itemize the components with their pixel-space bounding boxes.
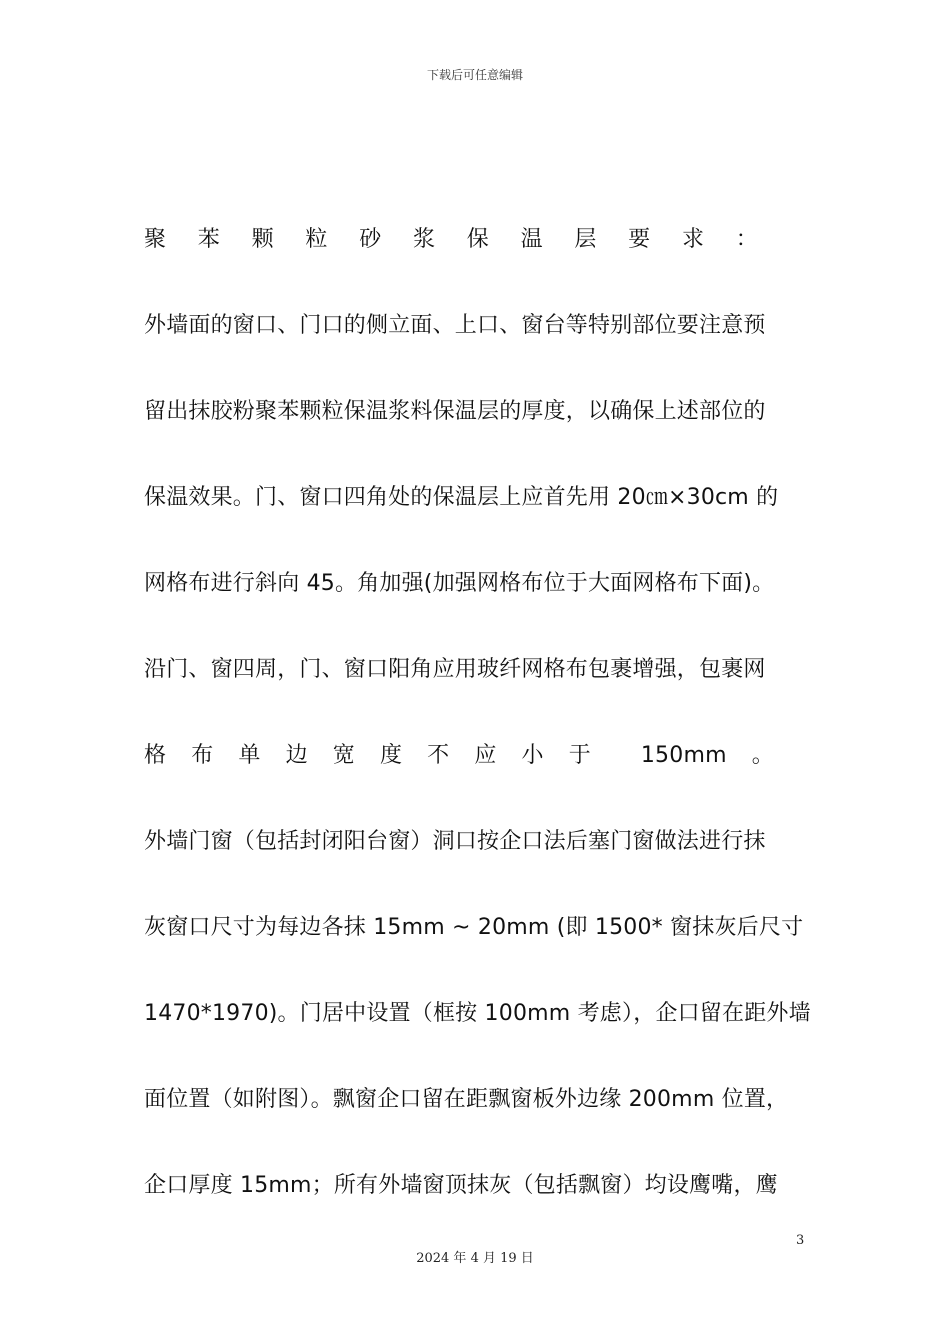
spread-char: 宽 xyxy=(332,743,355,768)
text-line: 外墙面的窗口、门口的侧立面、上口、窗台等特别部位要注意预 xyxy=(144,313,766,338)
heading-char: ： xyxy=(735,227,758,252)
spread-char: 小 xyxy=(521,743,544,768)
paragraph-block-1 xyxy=(144,305,824,691)
heading-char: 颗 xyxy=(251,227,274,252)
heading-char: 要 xyxy=(628,227,651,252)
text-line: 保温效果。门、窗口四角处的保温层上应首先用 20㎝×30cm 的 xyxy=(144,485,779,510)
text-line: 留出抹胶粉聚苯颗粒保温浆料保温层的厚度，以确保上述部位的 xyxy=(144,399,766,424)
text-line: 企口厚度 15mm；所有外墙窗顶抹灰（包括飘窗）均设鹰嘴，鹰 xyxy=(144,1173,778,1198)
spread-char: 度 xyxy=(379,743,403,768)
text-line: 灰窗口尺寸为每边各抹 15mm ~ 20mm (即 1500* 窗抹灰后尺寸 xyxy=(144,915,804,940)
spread-char: 边 xyxy=(285,743,308,768)
footer-date: 2024 年 4 月 19 日 xyxy=(416,1251,534,1266)
spread-text-line xyxy=(144,735,774,777)
heading-char: 砂 xyxy=(359,227,382,252)
paragraph-block-2 xyxy=(144,821,824,1207)
heading-char: 苯 xyxy=(197,227,220,252)
heading-char: 求 xyxy=(681,227,705,252)
heading-char: 聚 xyxy=(144,227,167,252)
section-heading xyxy=(144,219,758,261)
text-line: 面位置（如附图）。飘窗企口留在距飘窗板外边缘 200mm 位置， xyxy=(144,1087,789,1112)
heading-char: 粒 xyxy=(305,227,328,252)
spread-char: 应 xyxy=(474,743,497,768)
text-line: 外墙门窗（包括封闭阳台窗）洞口按企口法后塞门窗做法进行抹 xyxy=(144,829,766,854)
spread-char: 不 xyxy=(427,743,450,768)
spread-char: 格 xyxy=(144,743,167,768)
heading-char: 保 xyxy=(466,227,489,252)
heading-char: 温 xyxy=(520,227,543,252)
text-line: 1470*1970)。门居中设置（框按 100mm 考虑），企口留在距外墙 xyxy=(144,1001,811,1026)
document-body xyxy=(144,219,824,1251)
heading-char: 浆 xyxy=(412,227,436,252)
spread-char: 单 xyxy=(238,743,261,768)
text-line: 沿门、窗四周，门、窗口阳角应用玻纤网格布包裹增强，包裹网 xyxy=(144,657,766,682)
page-number: 3 xyxy=(796,1233,805,1248)
spread-char: 。 xyxy=(751,743,774,768)
text-line: 网格布进行斜向 45。角加强(加强网格布位于大面网格布下面)。 xyxy=(144,571,775,596)
spread-char: 150mm xyxy=(640,743,727,768)
spread-char: 于 xyxy=(568,743,591,768)
heading-char: 层 xyxy=(574,227,597,252)
page-header: 下载后可任意编辑 xyxy=(426,68,523,82)
spread-char: 布 xyxy=(191,743,214,768)
